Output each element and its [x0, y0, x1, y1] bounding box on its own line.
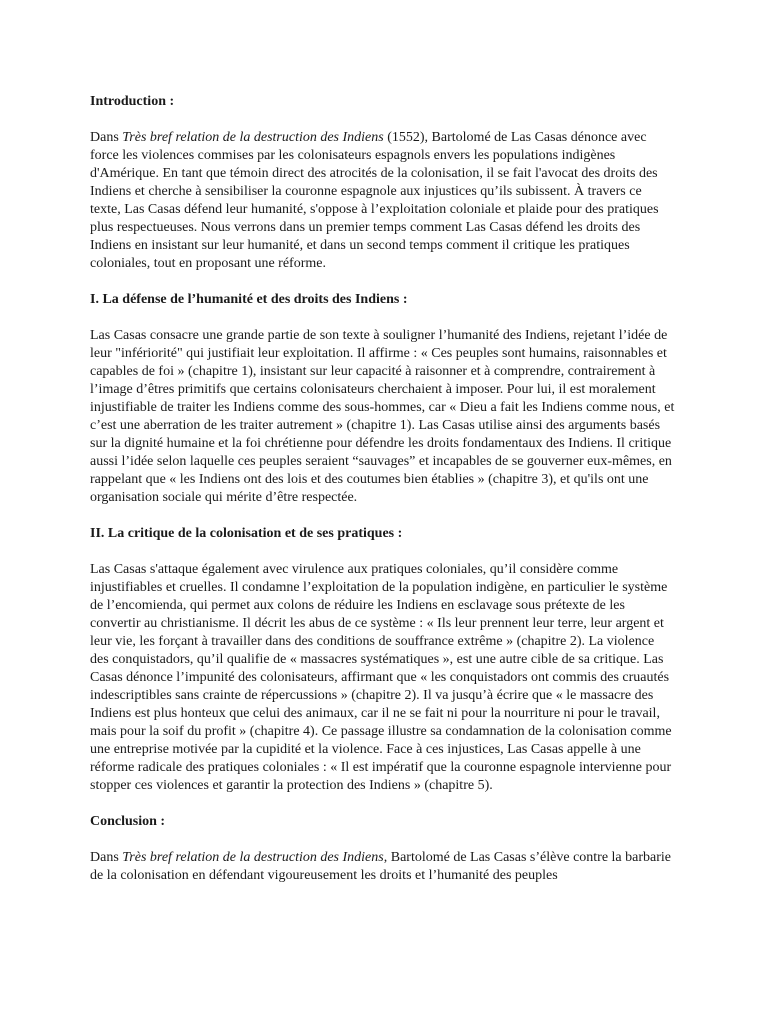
intro-book-title: Très bref relation de la destruction des Indiens — [122, 130, 384, 145]
spacer — [90, 111, 675, 129]
section-heading-part-two: II. La critique de la colonisation et de ses pratiques : — [90, 526, 403, 541]
section-heading-introduction: Introduction : — [90, 94, 175, 109]
spacer — [90, 831, 675, 849]
conclusion-text-rest: , Bartolomé de Las Casas s’élève contre la barbarie de la colonisation en défendant vigoureusement les droits et l’humanité des peuples — [90, 850, 672, 883]
part-one-paragraph: Las Casas consacre une grande partie de son texte à souligner l’humanité des Indiens, rejetant l’idée de leur "infériorité" qui justifiait leur exploitation. Il affirme : « Ces peuples sont humains, raisonnables et capables de foi » (chapitre 1), insistant sur leur capacité à raisonner et à comprendre, contrairement à l’image d’êtres primitifs que certains colonisateurs cherchaient à imposer. Pour lui, il est moralement injustifiable de traiter les Indiens comme des sous-hommes, car « Dieu a fait les Indiens comme nous, et c’est une aberration de les traiter autrement » (chapitre 1). Las Casas utilise ainsi des arguments basés sur la dignité humaine et la foi chrétienne pour défendre les droits fondamentaux des Indiens. Il critique aussi l’idée selon laquelle ces peuples seraient “sauvages” et incapables de se gouverner eux-mêmes, en rappelant que « les Indiens ont des lois et des coutumes bien établies » (chapitre 3), et qu'ils ont une organisation sociale qui mérite d’être respectée. — [90, 328, 675, 505]
conclusion-book-title: Très bref relation de la destruction des Indiens — [122, 850, 384, 865]
spacer — [90, 273, 675, 291]
section-heading-conclusion: Conclusion : — [90, 814, 166, 829]
document-page — [90, 93, 675, 885]
spacer — [90, 795, 675, 813]
conclusion-paragraph — [90, 849, 675, 885]
spacer — [90, 543, 675, 561]
part-two-paragraph: Las Casas s'attaque également avec virulence aux pratiques coloniales, qu’il considère comme injustifiables et cruelles. Il condamne l’exploitation de la population indigène, en particulier le système de l’encomienda, qui permet aux colons de réduire les Indiens en esclavage sous prétexte de les convertir au christianisme. Il décrit les abus de ce système : « Ils leur prennent leur terre, leur argent et leur vie, les forçant à travailler dans des conditions de souffrance extrême » (chapitre 2). La violence des conquistadors, qu’il qualifie de « massacres systématiques », est une autre cible de sa critique. Las Casas dénonce l’impunité des colonisateurs, affirmant que « les conquistadors ont commis des cruautés indescriptibles sans crainte de répercussions » (chapitre 2). Il va jusqu’à écrire que « le massacre des Indiens est plus honteux que celui des animaux, car il ne se fait ni pour la nourriture ni pour le travail, mais pour la soif du profit » (chapitre 4). Ce passage illustre sa condamnation de la colonisation comme une entreprise motivée par la cupidité et la violence. Face à ces injustices, Las Casas appelle à une réforme radicale des pratiques coloniales : « Il est impératif que la couronne espagnole intervienne pour stopper ces violences et garantir la protection des Indiens » (chapitre 5). — [90, 562, 672, 793]
intro-text-rest: (1552), Bartolomé de Las Casas dénonce avec force les violences commises par les colonisateurs espagnols envers les populations indigènes d'Amérique. En tant que témoin direct des atrocités de la colonisation, il se fait l'avocat des droits des Indiens et cherche à sensibiliser la couronne espagnole aux injustices qu’ils subissent. À travers ce texte, Las Casas défend leur humanité, s'oppose à l’exploitation coloniale et plaide pour des pratiques plus respectueuses. Nous verrons dans un premier temps comment Las Casas défend les droits des Indiens en insistant sur leur humanité, et dans un second temps comment il critique les pratiques coloniales, tout en proposant une réforme. — [90, 130, 659, 271]
intro-text-start: Dans — [90, 130, 123, 145]
section-heading-part-one: I. La défense de l’humanité et des droits des Indiens : — [90, 292, 408, 307]
conclusion-text-start: Dans — [90, 850, 123, 865]
spacer — [90, 507, 675, 525]
spacer — [90, 309, 675, 327]
introduction-paragraph — [90, 129, 675, 273]
